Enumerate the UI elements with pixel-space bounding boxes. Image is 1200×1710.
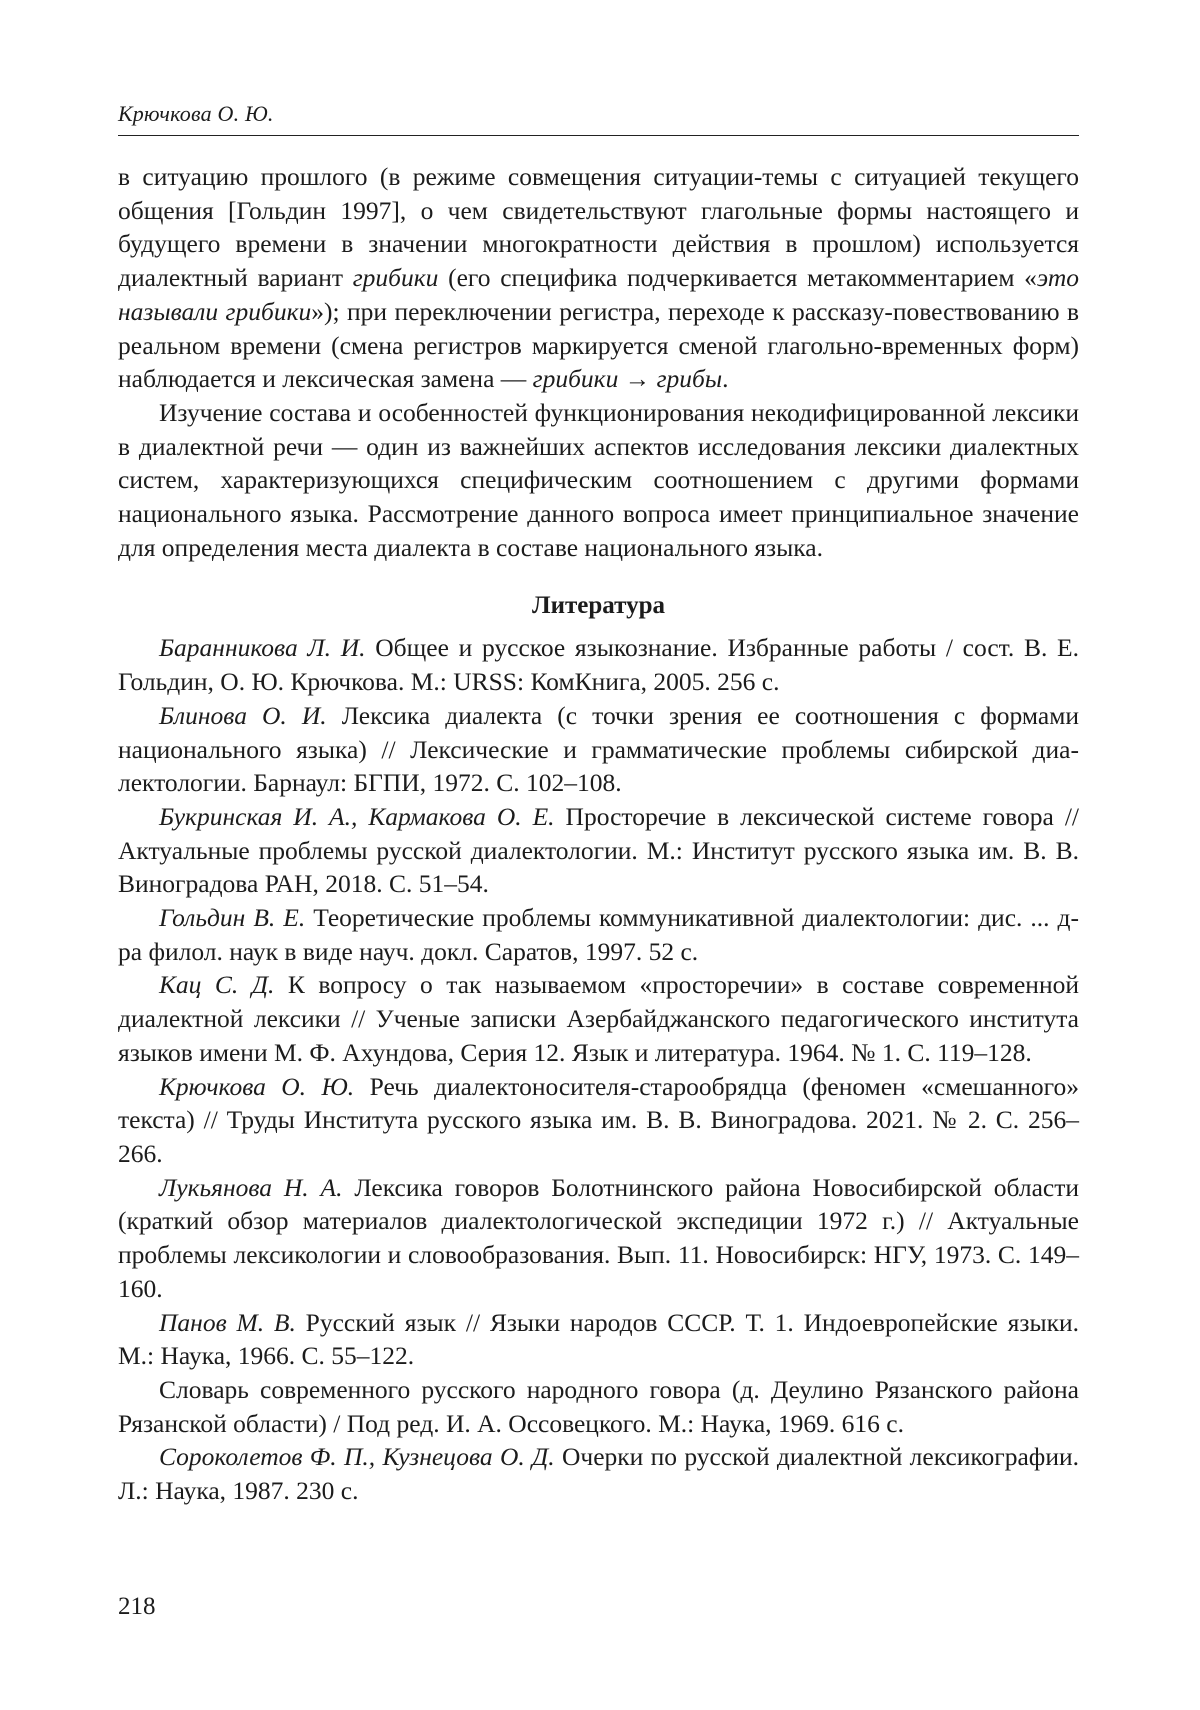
reference-item [118, 1070, 1079, 1171]
reference-item [118, 699, 1079, 800]
header-divider [118, 135, 1079, 136]
reference-author: Блинова О. И. [159, 700, 327, 730]
reference-text: Общее и русское языкознание. Избранные работы / сост. В. Е. Гольдин, О. Ю. Крючкова. М.: URSS: КомКнига, 2005. 256 с. [118, 633, 1079, 697]
page-number: 218 [118, 1593, 156, 1620]
reference-item [118, 968, 1079, 1069]
reference-author: Букринская И. А., Кармакова О. Е. [159, 801, 555, 831]
reference-item [118, 1440, 1079, 1507]
reference-text: Очерки по русской диалектной лексикографии. Л.: Наука, 1987. 230 с. [118, 1442, 1079, 1506]
dialect-word: грибики [352, 263, 439, 293]
reference-item [118, 1171, 1079, 1306]
reference-text: Просторечие в лексической системе говора // Актуальные проблемы русской диалектологии. М.: Институт русского языка им. В. В. Виноградова РАН, 2018. С. 51–54. [118, 801, 1079, 899]
reference-item [118, 901, 1079, 968]
reference-author: Панов М. В. [159, 1307, 296, 1337]
reference-author: Баранникова Л. И. [159, 633, 366, 663]
lexical-replacement: грибики → грибы [532, 364, 723, 394]
reference-text: Речь диалектоносителя-старообрядца (феномен «смешанного» текста) // Труды Института русского языка им. В. В. Виноградова. 2021. № 2. С. 256–266. [118, 1071, 1079, 1168]
reference-author: Лукьянова Н. А. [159, 1172, 343, 1202]
reference-text: Лексика диалекта (с точки зрения ее соотношения с формами национального языка) // Лексические и грамматические проблемы сибирской диалектологии. Барнаул: БГПИ, 1972. С. 102–108. [118, 700, 1079, 798]
body-paragraph-1: в ситуацию прошлого (в режиме совмещения ситуации-темы с ситуацией текущего общения [Гольдин 1997], о чем свидетельствуют глагольные формы настоящего и будущего времени в значении многократности действия в прошлом) используется диалектный вариант грибики (его специфика подчеркивается метакомментарием «это называли грибики»); при переключении регистра, переходе к рассказу-повествованию в реальном времени (смена регистров маркируется сменой глагольно-временных форм) наблюдается и лексическая замена — грибики → грибы. [118, 162, 1079, 394]
running-header: Крючкова О. Ю. [118, 101, 274, 126]
reference-item [118, 631, 1079, 698]
reference-text: Теоретические проблемы коммуникативной диалектологии: дис. ... д-ра филол. наук в виде науч. докл. Саратов, 1997. 52 с. [118, 903, 1079, 966]
reference-text: Лексика говоров Болотнинского района Новосибирской области (краткий обзор материалов диалектологической экспедиции 1972 г.) // Актуальные проблемы лексикологии и словообразования. Вып. 11. Новосибирск: НГУ, 1973. С. 149–160. [118, 1172, 1080, 1303]
reference-text: К вопросу о так называемом «просторечии» в составе современной диалектной лексики // Ученые записки Азербайджанского педагогического института языков имени М. Ф. Ахундова, Серия 12. Язык и литература. 1964. № 1. С. 119–128. [118, 970, 1080, 1067]
quoted-comment: это называли грибики [118, 263, 1079, 326]
document-page [118, 0, 1079, 1710]
section-heading: Литература [531, 592, 666, 620]
body-paragraph-2: Изучение состава и особенностей функционирования некодифицированной лексики в диалектной речи — один из важнейших аспектов исследования лексики диалектных систем, характеризующихся специфическим соотношением с другими формами национального языка. Рассмотрение данного вопроса имеет принципиальное значение для определения места диалекта в составе национального языка. [118, 397, 1079, 562]
page-body [118, 160, 1079, 1508]
reference-item [118, 1373, 1079, 1440]
reference-text: Русский язык // Языки народов СССР. Т. 1. Индоевропейские языки. М.: Наука, 1966. С. 55–122. [118, 1307, 1079, 1371]
reference-item [118, 1306, 1079, 1373]
reference-author: Гольдин В. Е. [159, 903, 306, 933]
reference-item [118, 800, 1079, 901]
reference-text: Словарь современного русского народного говора (д. Деулино Рязанского района Рязанской области) / Под ред. И. А. Оссовецкого. М.: Наука, 1969. 616 с. [118, 1374, 1079, 1438]
reference-author: Сороколетов Ф. П., Кузнецова О. Д. [159, 1442, 555, 1472]
reference-author: Крючкова О. Ю. [159, 1071, 355, 1101]
reference-list [118, 631, 1079, 1507]
reference-author: Кац С. Д. [159, 970, 275, 1000]
